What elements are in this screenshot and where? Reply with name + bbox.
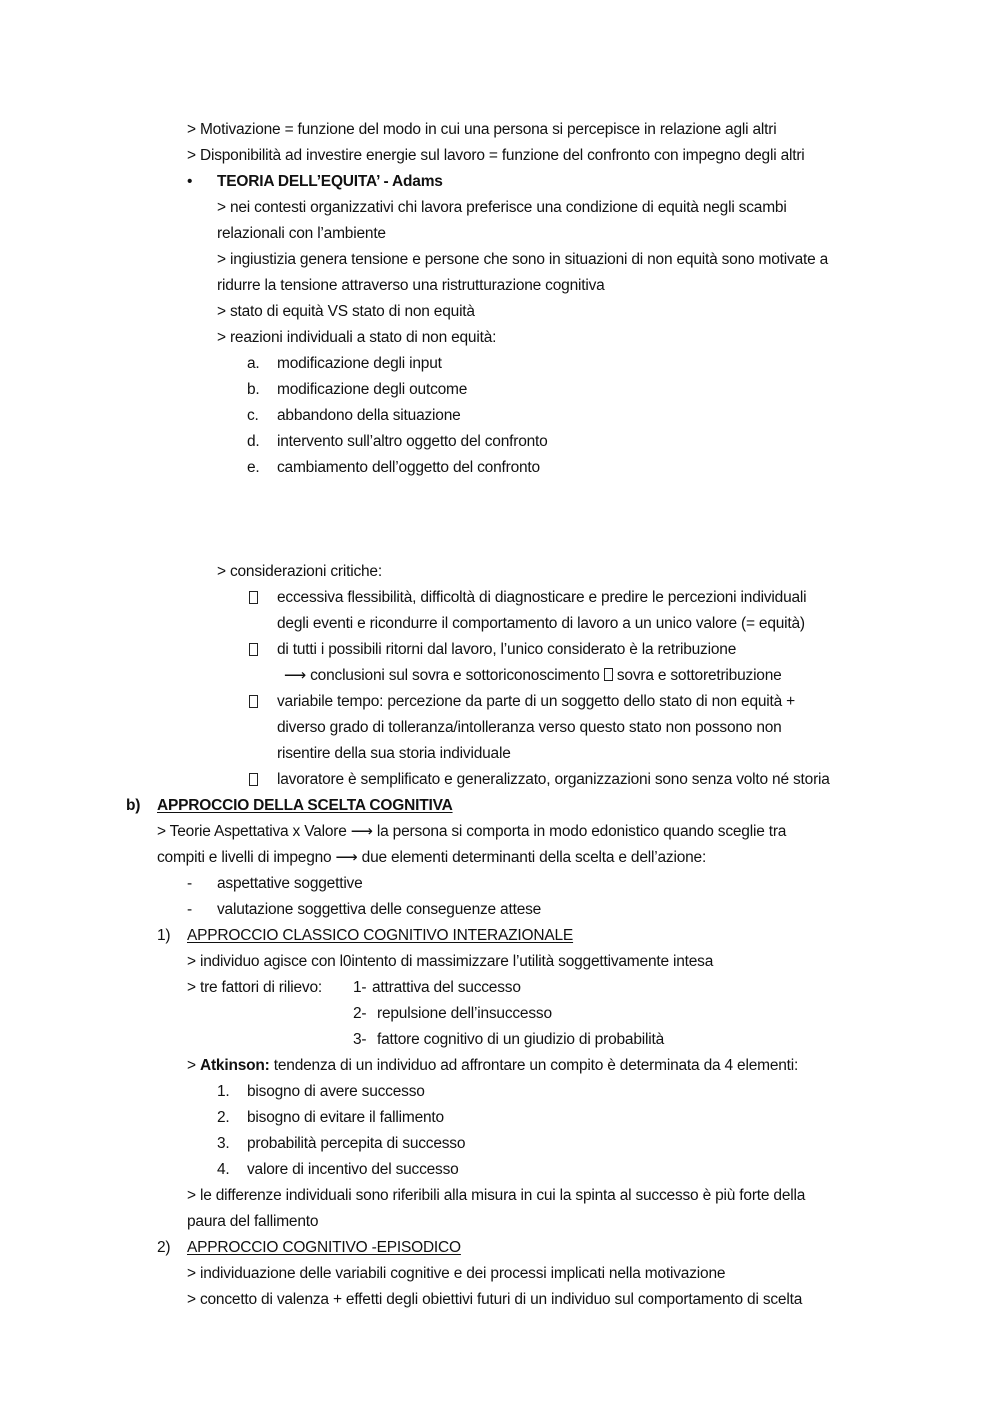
factor-marker: 3- bbox=[353, 1031, 367, 1048]
checkbox-bullet-icon bbox=[249, 589, 258, 609]
subsection-marker: 1) bbox=[157, 927, 171, 944]
list-item: bisogno di avere successo bbox=[247, 1083, 425, 1100]
text-line: paura del fallimento bbox=[187, 1213, 319, 1230]
subsection-heading: APPROCCIO COGNITIVO -EPISODICO bbox=[187, 1239, 461, 1256]
list-marker: 1. bbox=[217, 1083, 230, 1100]
subsection-marker: 2) bbox=[157, 1239, 171, 1256]
bullet-marker: • bbox=[187, 173, 193, 190]
text-line: > Disponibilità ad investire energie sul lavoro = funzione del confronto con impegno degli altri bbox=[187, 147, 805, 164]
text-line bbox=[187, 1056, 798, 1076]
text-line: > Motivazione = funzione del modo in cui una persona si percepisce in relazione agli altri bbox=[187, 121, 777, 138]
list-marker: d. bbox=[247, 433, 260, 450]
text-line: relazionali con l’ambiente bbox=[217, 225, 386, 242]
text-line: > le differenze individuali sono riferibili alla misura in cui la spinta al successo è più forte della bbox=[187, 1187, 806, 1204]
list-item: aspettative soggettive bbox=[217, 875, 363, 892]
text-line: > individuazione delle variabili cognitive e dei processi implicati nella motivazione bbox=[187, 1265, 726, 1282]
factor-item: repulsione dell’insuccesso bbox=[377, 1005, 552, 1022]
factor-item: attrattiva del successo bbox=[372, 979, 521, 996]
text-line: > tre fattori di rilievo: bbox=[187, 979, 322, 996]
checkbox-bullet-icon bbox=[249, 693, 258, 713]
list-item: valore di incentivo del successo bbox=[247, 1161, 459, 1178]
text-line: risentire della sua storia individuale bbox=[277, 745, 511, 762]
text-line: > stato di equità VS stato di non equità bbox=[217, 303, 475, 320]
text-line: > Teorie Aspettativa x Valore ⟶ la persona si comporta in modo edonistico quando sceglie tra bbox=[157, 823, 787, 840]
list-item: probabilità percepita di successo bbox=[247, 1135, 466, 1152]
text-line: > ingiustizia genera tensione e persone che sono in situazioni di non equità sono motivate a bbox=[217, 251, 829, 268]
text-fragment: ⟶ conclusioni sul sovra e sottoriconoscimento bbox=[284, 667, 600, 684]
text-line bbox=[284, 666, 782, 686]
dash-marker: - bbox=[187, 901, 192, 918]
factor-item: fattore cognitivo di un giudizio di probabilità bbox=[377, 1031, 665, 1048]
list-marker: 3. bbox=[217, 1135, 230, 1152]
factor-marker: 1- bbox=[353, 979, 367, 996]
list-marker: 4. bbox=[217, 1161, 230, 1178]
list-item: cambiamento dell’oggetto del confronto bbox=[277, 459, 540, 476]
list-item: bisogno di evitare il fallimento bbox=[247, 1109, 444, 1126]
list-item: abbandono della situazione bbox=[277, 407, 461, 424]
list-item: modificazione degli outcome bbox=[277, 381, 468, 398]
author-name: Atkinson: bbox=[199, 1057, 270, 1074]
text-line: > concetto di valenza + effetti degli obiettivi futuri di un individuo sul comportamento di scelta bbox=[187, 1291, 803, 1308]
list-marker: c. bbox=[247, 407, 259, 424]
section-marker: b) bbox=[126, 797, 141, 814]
list-marker: 2. bbox=[217, 1109, 230, 1126]
text-line: > nei contesti organizzativi chi lavora preferisce una condizione di equità negli scambi bbox=[217, 199, 787, 216]
text-fragment: sovra e sottoretribuzione bbox=[616, 667, 782, 684]
text-line: variabile tempo: percezione da parte di un soggetto dello stato di non equità + bbox=[277, 693, 796, 710]
text-line: ridurre la tensione attraverso una ristrutturazione cognitiva bbox=[217, 277, 605, 294]
text-line: di tutti i possibili ritorni dal lavoro, l’unico considerato è la retribuzione bbox=[277, 641, 737, 658]
text-fragment: tendenza di un individuo ad affrontare un compito è determinata da 4 elementi: bbox=[269, 1057, 799, 1074]
section-heading: TEORIA DELL’EQUITA’ - Adams bbox=[217, 173, 443, 190]
text-line: eccessiva flessibilità, difficoltà di diagnosticare e predire le percezioni individuali bbox=[277, 589, 807, 606]
text-fragment: > bbox=[187, 1057, 200, 1074]
list-marker: a. bbox=[247, 355, 260, 372]
text-line: diverso grado di tolleranza/intolleranza verso questo stato non possono non bbox=[277, 719, 782, 736]
text-line: > individuo agisce con l0intento di massimizzare l’utilità soggettivamente intesa bbox=[187, 953, 714, 970]
text-line: degli eventi e ricondurre il comportamento di lavoro a un unico valore (= equità) bbox=[277, 615, 805, 632]
list-marker: e. bbox=[247, 459, 260, 476]
text-line: > considerazioni critiche: bbox=[217, 563, 382, 580]
list-item: intervento sull’altro oggetto del confronto bbox=[277, 433, 548, 450]
list-marker: b. bbox=[247, 381, 260, 398]
list-item: modificazione degli input bbox=[277, 355, 442, 372]
missing-glyph-icon bbox=[604, 668, 613, 681]
checkbox-bullet-icon bbox=[249, 771, 258, 791]
factor-marker: 2- bbox=[353, 1005, 367, 1022]
text-line: > reazioni individuali a stato di non equità: bbox=[217, 329, 497, 346]
subsection-heading: APPROCCIO CLASSICO COGNITIVO INTERAZIONALE bbox=[187, 927, 574, 944]
dash-marker: - bbox=[187, 875, 192, 892]
text-line: lavoratore è semplificato e generalizzato, organizzazioni sono senza volto né storia bbox=[277, 771, 830, 788]
list-item: valutazione soggettiva delle conseguenze attese bbox=[217, 901, 542, 918]
section-heading: APPROCCIO DELLA SCELTA COGNITIVA bbox=[157, 797, 453, 814]
checkbox-bullet-icon bbox=[249, 641, 258, 661]
text-line: compiti e livelli di impegno ⟶ due elementi determinanti della scelta e dell’azione: bbox=[157, 849, 707, 866]
